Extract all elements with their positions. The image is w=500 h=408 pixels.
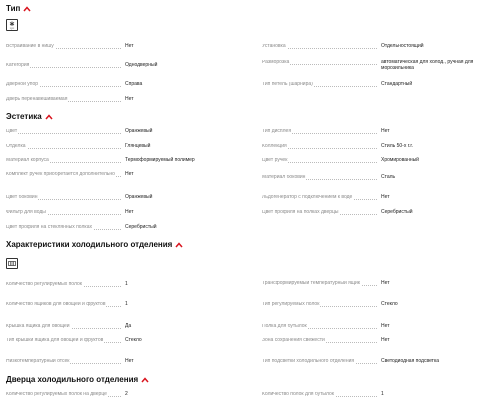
section-title-door[interactable] — [6, 375, 149, 384]
spec-label: Тип подсветки холодильного отделения — [262, 359, 355, 364]
spec-label: Отделка — [6, 144, 26, 149]
spec-value: Стекло — [381, 301, 398, 307]
spec-label: Разморозка — [262, 60, 290, 65]
spec-label: Цвет профиля на стеклянных полках — [6, 225, 92, 230]
spec-label: Фильтр для воды — [6, 210, 46, 215]
spec-value: Да — [125, 323, 132, 329]
spec-label: Категория — [6, 63, 30, 68]
section-title-text: Характеристики холодильного отделения — [6, 240, 173, 249]
spec-label: Материал боковин — [262, 175, 306, 180]
spec-label: Дверной упор — [6, 82, 39, 87]
section-title-aesthetics[interactable] — [6, 112, 53, 121]
spec-value: 1 — [125, 301, 128, 307]
spec-label: Цвет профиля на полках дверцы — [262, 210, 339, 215]
spec-label: Количество регулируемых полок — [6, 282, 82, 287]
spec-value: 1 — [381, 391, 384, 397]
spec-label: Коллекция — [262, 144, 287, 149]
spec-label: Зона сохранения свежести — [262, 338, 325, 343]
spec-value: Нет — [381, 280, 390, 286]
svg-text:*/**: */** — [9, 27, 15, 30]
spec-value: Глянцевый — [125, 143, 151, 149]
freezer-snowflake-icon — [6, 19, 18, 31]
spec-value: Нет — [125, 209, 134, 215]
spec-value: Стекло — [125, 337, 142, 343]
spec-value: Отдельностоящий — [381, 43, 424, 49]
spec-value: 2 — [125, 391, 128, 397]
spec-value: Термоформируемый полимер — [125, 157, 195, 163]
chevron-up-icon[interactable] — [141, 376, 149, 384]
spec-value: Нет — [125, 43, 134, 49]
spec-label: Количество ящиков для овощей и фруктов — [6, 302, 106, 307]
spec-label: Дверь перенавешиваемая — [6, 97, 68, 102]
spec-label: Полка для бутылок — [262, 324, 307, 329]
spec-value: Стандартный — [381, 81, 413, 87]
spec-label: Количество регулируемых полок на дверце — [6, 392, 107, 397]
spec-value: Хромированный — [381, 157, 419, 163]
spec-label: Тип петель (шарнира) — [262, 82, 313, 87]
section-title-text: Тип — [6, 4, 21, 13]
spec-value: Нет — [381, 323, 390, 329]
spec-label: Крышка ящика для овощей — [6, 324, 70, 329]
spec-label: Трансформируемый температурный ящик — [262, 281, 360, 286]
spec-label: Льдогенератор с подключением к воде — [262, 195, 353, 200]
spec-value: Нет — [125, 96, 134, 102]
spec-label: Установка — [262, 44, 286, 49]
chevron-up-icon[interactable] — [175, 241, 183, 249]
spec-value: Серебристый — [381, 209, 413, 215]
section-title-fridge[interactable] — [6, 240, 183, 249]
chevron-up-icon[interactable] — [23, 5, 31, 13]
spec-value: Серебристый — [125, 224, 157, 230]
spec-label: Материал корпуса — [6, 158, 49, 163]
section-title-text: Эстетика — [6, 112, 42, 121]
spec-value: автоматическая для холод., ручная для морозильника — [381, 59, 474, 71]
section-title-type[interactable] — [6, 4, 31, 13]
spec-label: Цвет — [6, 129, 18, 134]
spec-label: Тип регулируемых полок — [262, 302, 320, 307]
spec-label: Встраивание в нишу — [6, 44, 54, 49]
section-title-text: Дверца холодильного отделения — [6, 375, 139, 384]
spec-value: Нет — [125, 171, 134, 177]
spec-value: Нет — [381, 337, 390, 343]
spec-label: Цвет боковин — [6, 195, 38, 200]
spec-label: Цвет ручек — [262, 158, 288, 163]
spec-label: Количество полок для бутылок — [262, 392, 334, 397]
fridge-shelves-icon — [6, 258, 18, 269]
spec-value: Нет — [381, 128, 390, 134]
spec-value: Однодверный — [125, 62, 158, 68]
spec-value: Нет — [381, 194, 390, 200]
spec-value: Стиль 50-х г.г. — [381, 143, 413, 149]
spec-value: Оранжевый — [125, 194, 153, 200]
spec-value: Справа — [125, 81, 143, 87]
spec-label: Тип крышки ящика для овощей и фруктов — [6, 338, 104, 343]
chevron-up-icon[interactable] — [45, 113, 53, 121]
spec-value: Светодиодная подсветка — [381, 358, 440, 364]
spec-value: Сталь — [381, 174, 396, 180]
spec-value: Нет — [125, 358, 134, 364]
spec-value: Оранжевый — [125, 128, 153, 134]
spec-value: 1 — [125, 281, 128, 287]
spec-label: Низкотемпературный отсек — [6, 359, 70, 364]
spec-label: Тип дисплея — [262, 129, 292, 134]
spec-label: Комплект ручек приобретается дополнительно — [6, 172, 115, 177]
